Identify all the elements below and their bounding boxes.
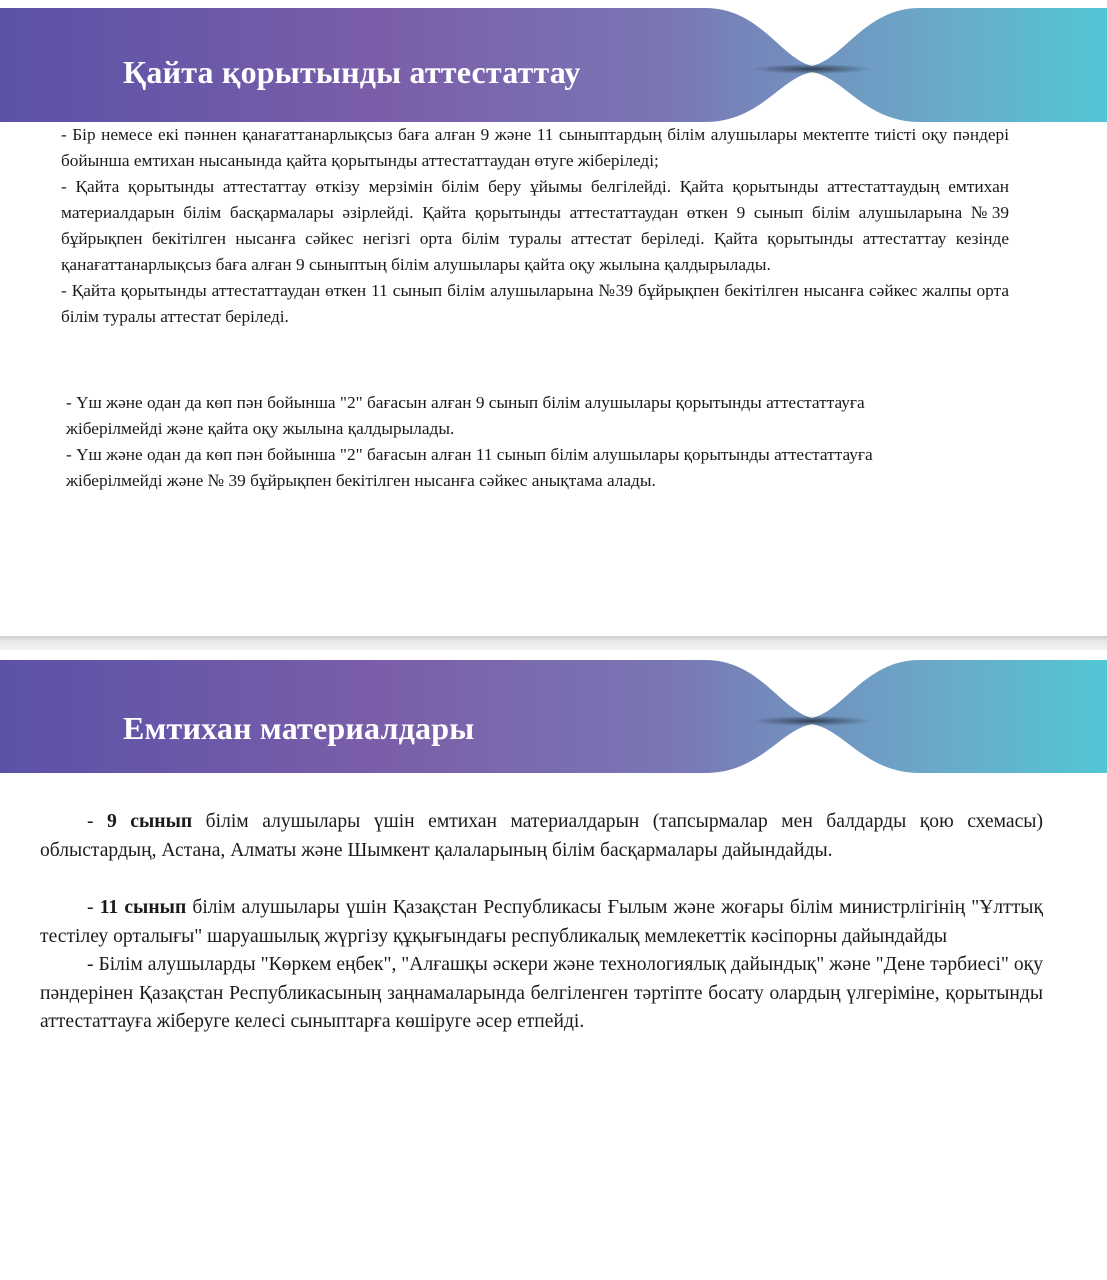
slide-divider — [0, 636, 1107, 650]
paragraph: - Қайта қорытынды аттестаттау өткізу мерзімін білім беру ұйымы белгілейді. Қайта қорытынды аттестаттаудың емтихан материалдарын білім басқармалары әзірлейді. Қайта қорытынды аттестаттаудан өткен 9 сынып білім алушыларына №39 бұйрықпен бекітілген нысанға сәйкес негізгі орта білім туралы аттестат беріледі. Қайта қорытынды аттестаттау кезінде қанағаттанарлықсыз баға алған 9 сыныптың білім алушылары қайта оқу жылына қалдырылады. — [61, 177, 1009, 274]
slide-title: Емтихан материалдары — [123, 710, 475, 746]
slide-exam-materials — [0, 650, 1107, 1280]
paragraph-grade-9 — [40, 808, 1043, 865]
failing-grades-text-block — [66, 390, 946, 494]
grade-label: 9 сынып — [107, 811, 193, 832]
paragraph-text: білім алушылары үшін Қазақстан Республикасы Ғылым және жоғары білім министрлігінің "Ұлттық тестілеу орталығы" шаруашылық жүргізу құқығындағы республикалық мемлекеттік кәсіпорны дайындайды — [40, 897, 1043, 947]
title-banner — [0, 0, 1107, 130]
paragraph: - Үш және одан да көп пән бойынша "2" бағасын алған 9 сынып білім алушылары қорытынды аттестаттауға жіберілмейді және қайта оқу жылына қалдырылады. — [66, 393, 865, 438]
grade-label: 11 сынып — [99, 897, 187, 918]
dash: - — [87, 811, 108, 832]
paragraph-text: білім алушылары үшін емтихан материалдарын (тапсырмалар мен балдарды қою схемасы) облыстардың, Астана, Алматы және Шымкент қалаларының білім басқармалары дайындайды. — [40, 811, 1043, 861]
paragraph: - Бір немесе екі пәннен қанағаттанарлықсыз баға алған 9 және 11 сыныптардың білім алушылары мектепте тиісті оқу пәндері бойынша емтихан нысанында қайта қорытынды аттестаттаудан өтуге жіберіледі; — [61, 125, 1009, 170]
slide-title: Қайта қорытынды аттестаттау — [123, 54, 581, 90]
paragraph: - Қайта қорытынды аттестаттаудан өткен 11 сынып білім алушыларына №39 бұйрықпен бекітілген нысанға сәйкес жалпы орта білім туралы аттестат беріледі. — [61, 281, 1009, 326]
paragraph-exemption: - Білім алушыларды "Көркем еңбек", "Алғашқы әскери және технологиялық дайындық" және "Дене тәрбиесі" оқу пәндерінен Қазақстан Республикасының заңнамаларында белгіленген тәртіпте босату олардың үлгеріміне, қорытынды аттестаттауға жіберуге келесі сыныптарға көшіруге әсер етпейді. — [40, 954, 1043, 1032]
dash: - — [87, 897, 100, 918]
paragraph: - Үш және одан да көп пән бойынша "2" бағасын алған 11 сынып білім алушылары қорытынды аттестаттауға жіберілмейді және № 39 бұйрықпен бекітілген нысанға сәйкес анықтама алады. — [66, 445, 873, 490]
paragraph-grade-11 — [40, 894, 1043, 951]
slide-reattestation — [0, 0, 1107, 636]
title-banner — [0, 650, 1107, 780]
exam-materials-text-block — [40, 808, 1043, 1037]
rules-text-block — [61, 122, 1009, 330]
